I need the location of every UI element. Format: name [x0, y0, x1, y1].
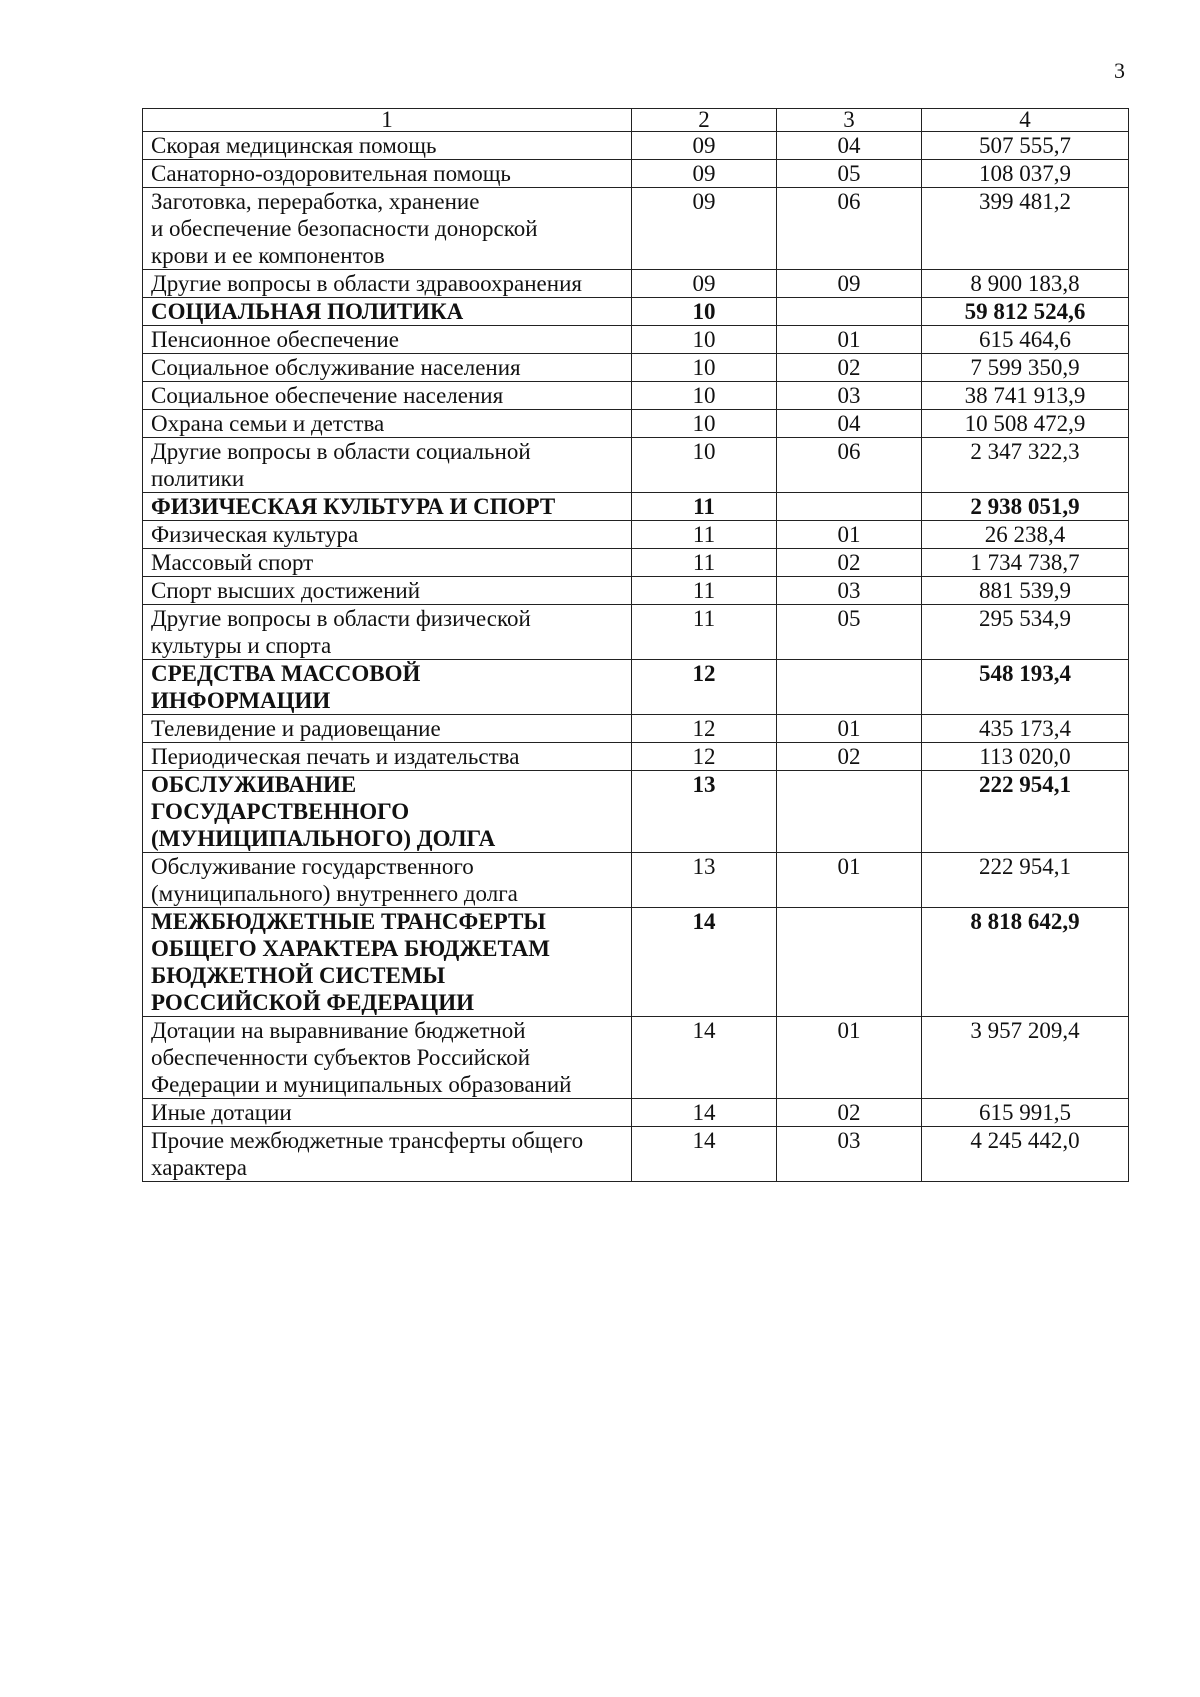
row-subsection-code: 05 [777, 160, 922, 188]
row-section-code: 11 [632, 521, 777, 549]
header-row [143, 109, 1129, 132]
row-subsection-code: 02 [777, 1099, 922, 1127]
row-section-code: 10 [632, 354, 777, 382]
row-name: Телевидение и радиовещание [143, 715, 632, 743]
table-row [143, 410, 1129, 438]
row-subsection-code: 06 [777, 438, 922, 493]
row-name: Массовый спорт [143, 549, 632, 577]
row-section-code: 11 [632, 577, 777, 605]
row-section-code: 12 [632, 743, 777, 771]
table-row [143, 1127, 1129, 1182]
row-name: Пенсионное обеспечение [143, 326, 632, 354]
page-number: 3 [1114, 58, 1125, 83]
table-row [143, 605, 1129, 660]
row-subsection-code: 05 [777, 605, 922, 660]
row-section-code: 10 [632, 298, 777, 326]
table-row [143, 270, 1129, 298]
row-subsection-code: 01 [777, 715, 922, 743]
row-section-code: 14 [632, 908, 777, 1017]
row-amount: 222 954,1 [922, 853, 1129, 908]
row-section-code: 12 [632, 660, 777, 715]
row-subsection-code: 03 [777, 1127, 922, 1182]
table-row [143, 1017, 1129, 1099]
header-col-4: 4 [922, 109, 1129, 132]
row-name: Санаторно-оздоровительная помощь [143, 160, 632, 188]
table-row [143, 577, 1129, 605]
table-row [143, 188, 1129, 270]
row-section-code: 11 [632, 605, 777, 660]
row-section-code: 09 [632, 270, 777, 298]
row-amount: 108 037,9 [922, 160, 1129, 188]
row-name: Обслуживание государственного (муниципального) внутреннего долга [143, 853, 632, 908]
row-section-code: 14 [632, 1099, 777, 1127]
row-section-code: 09 [632, 188, 777, 270]
row-name: МЕЖБЮДЖЕТНЫЕ ТРАНСФЕРТЫ ОБЩЕГО ХАРАКТЕРА БЮДЖЕТАМ БЮДЖЕТНОЙ СИСТЕМЫ РОССИЙСКОЙ ФЕДЕРАЦИИ [143, 908, 632, 1017]
row-section-code: 13 [632, 853, 777, 908]
row-subsection-code: 04 [777, 132, 922, 160]
row-subsection-code: 03 [777, 577, 922, 605]
row-section-code: 09 [632, 132, 777, 160]
row-name: Периодическая печать и издательства [143, 743, 632, 771]
row-section-code: 11 [632, 493, 777, 521]
table-row [143, 743, 1129, 771]
row-subsection-code: 02 [777, 743, 922, 771]
row-amount: 8 818 642,9 [922, 908, 1129, 1017]
row-subsection-code: 09 [777, 270, 922, 298]
row-name: Физическая культура [143, 521, 632, 549]
header-col-2: 2 [632, 109, 777, 132]
row-name: Дотации на выравнивание бюджетной обеспеченности субъектов Российской Федерации и муниципальных образований [143, 1017, 632, 1099]
row-subsection-code: 02 [777, 549, 922, 577]
row-name: СРЕДСТВА МАССОВОЙ ИНФОРМАЦИИ [143, 660, 632, 715]
table-row [143, 326, 1129, 354]
row-name: Охрана семьи и детства [143, 410, 632, 438]
row-amount: 3 957 209,4 [922, 1017, 1129, 1099]
row-section-code: 14 [632, 1017, 777, 1099]
section-row [143, 660, 1129, 715]
row-amount: 38 741 913,9 [922, 382, 1129, 410]
row-name: Иные дотации [143, 1099, 632, 1127]
table-body [143, 132, 1129, 1182]
row-subsection-code: 01 [777, 1017, 922, 1099]
row-subsection-code [777, 298, 922, 326]
table-row [143, 382, 1129, 410]
row-amount: 507 555,7 [922, 132, 1129, 160]
row-section-code: 10 [632, 326, 777, 354]
budget-table [142, 108, 1129, 1182]
row-amount: 548 193,4 [922, 660, 1129, 715]
row-section-code: 11 [632, 549, 777, 577]
row-section-code: 12 [632, 715, 777, 743]
row-name: Прочие межбюджетные трансферты общего характера [143, 1127, 632, 1182]
row-name: Другие вопросы в области физической культуры и спорта [143, 605, 632, 660]
row-amount: 615 991,5 [922, 1099, 1129, 1127]
table-row [143, 549, 1129, 577]
row-name: Социальное обеспечение населения [143, 382, 632, 410]
row-subsection-code [777, 771, 922, 853]
row-name: Спорт высших достижений [143, 577, 632, 605]
row-name: Заготовка, переработка, хранение и обеспечение безопасности донорской крови и ее компонентов [143, 188, 632, 270]
table-row [143, 132, 1129, 160]
row-amount: 399 481,2 [922, 188, 1129, 270]
row-subsection-code [777, 908, 922, 1017]
row-amount: 615 464,6 [922, 326, 1129, 354]
row-section-code: 10 [632, 382, 777, 410]
table-row [143, 521, 1129, 549]
row-name: ФИЗИЧЕСКАЯ КУЛЬТУРА И СПОРТ [143, 493, 632, 521]
table-row [143, 853, 1129, 908]
row-name: Другие вопросы в области социальной политики [143, 438, 632, 493]
table-row [143, 1099, 1129, 1127]
header-col-1: 1 [143, 109, 632, 132]
row-section-code: 14 [632, 1127, 777, 1182]
row-name: ОБСЛУЖИВАНИЕ ГОСУДАРСТВЕННОГО (МУНИЦИПАЛЬНОГО) ДОЛГА [143, 771, 632, 853]
row-name: Скорая медицинская помощь [143, 132, 632, 160]
row-subsection-code: 01 [777, 326, 922, 354]
table-row [143, 438, 1129, 493]
table-row [143, 160, 1129, 188]
row-subsection-code: 01 [777, 853, 922, 908]
row-amount: 295 534,9 [922, 605, 1129, 660]
row-amount: 8 900 183,8 [922, 270, 1129, 298]
header-col-3: 3 [777, 109, 922, 132]
row-amount: 2 347 322,3 [922, 438, 1129, 493]
row-amount: 10 508 472,9 [922, 410, 1129, 438]
row-amount: 222 954,1 [922, 771, 1129, 853]
row-name: Социальное обслуживание населения [143, 354, 632, 382]
row-subsection-code [777, 493, 922, 521]
row-amount: 2 938 051,9 [922, 493, 1129, 521]
table-row [143, 715, 1129, 743]
row-amount: 435 173,4 [922, 715, 1129, 743]
section-row [143, 298, 1129, 326]
row-subsection-code [777, 660, 922, 715]
row-name: Другие вопросы в области здравоохранения [143, 270, 632, 298]
row-amount: 1 734 738,7 [922, 549, 1129, 577]
row-section-code: 13 [632, 771, 777, 853]
row-section-code: 10 [632, 438, 777, 493]
section-row [143, 493, 1129, 521]
row-subsection-code: 04 [777, 410, 922, 438]
row-subsection-code: 02 [777, 354, 922, 382]
table-header [143, 109, 1129, 132]
row-amount: 7 599 350,9 [922, 354, 1129, 382]
row-amount: 881 539,9 [922, 577, 1129, 605]
row-subsection-code: 03 [777, 382, 922, 410]
row-section-code: 10 [632, 410, 777, 438]
row-amount: 59 812 524,6 [922, 298, 1129, 326]
section-row [143, 908, 1129, 1017]
row-amount: 26 238,4 [922, 521, 1129, 549]
table-row [143, 354, 1129, 382]
row-name: СОЦИАЛЬНАЯ ПОЛИТИКА [143, 298, 632, 326]
row-section-code: 09 [632, 160, 777, 188]
row-subsection-code: 01 [777, 521, 922, 549]
row-amount: 4 245 442,0 [922, 1127, 1129, 1182]
section-row [143, 771, 1129, 853]
row-subsection-code: 06 [777, 188, 922, 270]
row-amount: 113 020,0 [922, 743, 1129, 771]
